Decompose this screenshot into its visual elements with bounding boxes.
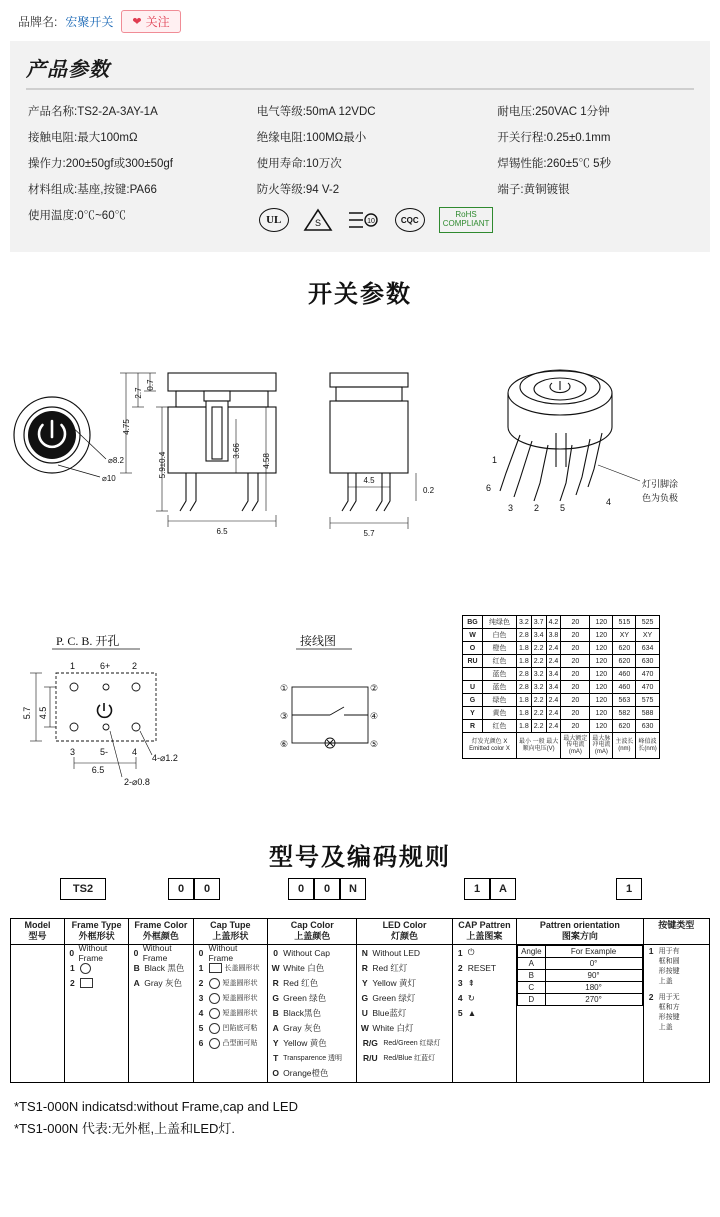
led-value: XY [613, 629, 636, 642]
param-cell [495, 202, 694, 238]
table-row [463, 629, 660, 642]
svg-text:4.58: 4.58 [262, 453, 271, 469]
table-row [518, 969, 643, 981]
svg-text:灯引脚涂: 灯引脚涂 [642, 479, 679, 489]
code-box-cap-color: 0 [314, 878, 340, 900]
table-row [463, 616, 660, 629]
table-row [463, 720, 660, 733]
list-item: 3 短盖圆形状 [198, 993, 258, 1003]
orientation-key: B [518, 969, 545, 981]
table-header-row [11, 919, 710, 945]
led-value: 460 [613, 681, 636, 694]
svg-text:S: S [314, 218, 321, 228]
led-value: 2.2 [531, 655, 546, 668]
svg-text:4: 4 [606, 497, 612, 507]
led-value: 620 [613, 642, 636, 655]
led-value: 1.8 [517, 655, 532, 668]
vde-mark-icon [347, 207, 381, 233]
footnote-zh: *TS1-000N 代表:无外框,上盖和LED灯. [14, 1120, 236, 1136]
param-cell: 焊锡性能:260±5℃ 5秒 [497, 158, 612, 170]
led-code: W [463, 629, 483, 642]
param-cell: 操作力:200±50gf或300±50gf [28, 158, 173, 170]
list-item: 2 [68, 976, 125, 991]
svg-text:3: 3 [508, 503, 514, 513]
led-value: 2.2 [531, 720, 546, 733]
svg-text:0.2: 0.2 [423, 486, 435, 495]
led-value: 3.4 [546, 668, 561, 681]
orientation-angle: 90° [545, 969, 642, 981]
table-footer-row [463, 733, 660, 759]
list-item: 5 凹陷底可粘 [198, 1023, 258, 1033]
led-value: 2.4 [546, 655, 561, 668]
led-color-name: 蓝色 [483, 668, 517, 681]
led-value: 588 [636, 707, 659, 720]
list-item: 0 Without Frame [69, 943, 108, 963]
list-item: Y Yellow 黄色 [272, 1038, 327, 1048]
table-row [518, 957, 643, 969]
led-code: R [463, 720, 483, 733]
table-row [26, 202, 694, 238]
list-item: O Orange橙色 [272, 1068, 329, 1078]
svg-text:3: 3 [70, 747, 76, 757]
led-value: 120 [590, 616, 613, 629]
param-cell: 使用温度:0℃~60℃ [28, 210, 127, 222]
param-cell: 产品名称:TS2-2A-3AY-1A [28, 106, 158, 118]
led-footer-cell: 最大脉 冲电流 (mA) [590, 733, 613, 759]
led-value: 2.2 [531, 694, 546, 707]
follow-button[interactable] [121, 10, 180, 33]
svg-text:②: ② [370, 684, 379, 694]
list-item: 1 ⏻ [457, 948, 475, 958]
cell-key-type [643, 944, 709, 1082]
led-value: 2.4 [546, 642, 561, 655]
list-item: N Without LED [361, 948, 421, 958]
table-row [26, 124, 694, 150]
svg-text:色为负极: 色为负极 [642, 493, 679, 503]
param-cell: 使用寿命:10万次 [256, 158, 342, 170]
params-title: 产品参数 [26, 53, 694, 90]
led-color-name: 橙色 [483, 642, 517, 655]
rohs-mark-icon: RoHS COMPLIANT [439, 207, 494, 233]
led-code: U [463, 681, 483, 694]
table-row [463, 668, 660, 681]
list-item: W White 白灯 [360, 1023, 414, 1033]
led-value: 20 [561, 720, 590, 733]
led-value: 525 [636, 616, 659, 629]
table-row [518, 981, 643, 993]
svg-text:5.9±0.4: 5.9±0.4 [158, 451, 167, 479]
table-row [463, 642, 660, 655]
param-cell: 端子:黄铜镀银 [497, 184, 570, 196]
list-item: R/G Red/Green 红绿灯 [362, 1038, 441, 1048]
orientation-angle: 180° [545, 981, 642, 993]
power-icon: ⏻ [467, 948, 475, 958]
list-item: 3 ⇞ [457, 977, 475, 988]
certification-row [257, 207, 494, 233]
led-footer-cell: 灯发光颜色 X Emitted color X [463, 733, 517, 759]
led-value: 120 [590, 681, 613, 694]
list-item: G Green 绿色 [272, 993, 327, 1003]
list-item: G Green 绿灯 [361, 993, 416, 1003]
led-value: 120 [590, 629, 613, 642]
list-item: U Blue蓝灯 [361, 1008, 407, 1018]
brand-label: 品牌名: [18, 15, 58, 29]
param-cell: 绝缘电阻:100MΩ最小 [256, 132, 367, 144]
orientation-angle: 0° [545, 957, 642, 969]
led-value: 1.8 [517, 707, 532, 720]
svg-text:4.5: 4.5 [38, 706, 48, 720]
led-color-name: 蓝色 [483, 681, 517, 694]
triangle-icon: ▲ [467, 1008, 477, 1018]
led-value: 20 [561, 707, 590, 720]
led-value: 20 [561, 655, 590, 668]
table-row [11, 944, 710, 1082]
param-cell: 接触电阻:最大100mΩ [28, 132, 138, 144]
led-value: 20 [561, 681, 590, 694]
orientation-angle-header: Angle [518, 945, 545, 957]
code-box-led-color: N [340, 878, 366, 900]
led-footer-cell: 峰值波 长(nm) [636, 733, 659, 759]
list-item: W White 白色 [271, 963, 325, 973]
led-value: 2.2 [531, 707, 546, 720]
col-header-cap-type: Cap Tupe 上盖形状 [193, 919, 268, 945]
svg-text:③: ③ [280, 712, 289, 722]
col-header-frame-color: Frame Color 外框颜色 [129, 919, 193, 945]
triangle-mark-icon [303, 208, 333, 232]
cqc-mark-icon: CQC [395, 208, 425, 232]
led-value: 620 [613, 655, 636, 668]
led-value: 20 [561, 694, 590, 707]
led-value: 4.2 [546, 616, 561, 629]
cell-led-color [357, 944, 452, 1082]
table-row [463, 694, 660, 707]
col-header-cap-color: Cap Color 上盖颜色 [268, 919, 357, 945]
svg-text:0.7: 0.7 [146, 379, 155, 391]
led-footer-cell: 主波长 (nm) [613, 733, 636, 759]
led-value: 575 [636, 694, 659, 707]
list-item: B Black 黑色 [133, 963, 185, 973]
code-box-cap-pattern: 1 [464, 878, 490, 900]
led-value: 2.8 [517, 629, 532, 642]
led-parameter-table [462, 615, 660, 759]
led-value: XY [636, 629, 659, 642]
svg-text:①: ① [280, 684, 289, 694]
led-value: 2.8 [517, 681, 532, 694]
svg-text:5-: 5- [100, 747, 109, 757]
param-cell [255, 202, 496, 238]
led-code: RU [463, 655, 483, 668]
table-row [26, 98, 694, 124]
arrow-up-icon: ⇞ [467, 977, 475, 988]
list-item: 1 [68, 961, 125, 976]
led-code: G [463, 694, 483, 707]
led-value: 3.4 [546, 681, 561, 694]
cell-orientation [517, 944, 644, 1082]
code-box-orientation: A [490, 878, 516, 900]
led-color-name: 红色 [483, 655, 517, 668]
orientation-key: C [518, 981, 545, 993]
led-value: 1.8 [517, 720, 532, 733]
list-item: 0 Without Frame [198, 943, 238, 963]
coding-rule-table [10, 918, 710, 1083]
heart-icon: ❤ [132, 16, 142, 28]
svg-text:4.75: 4.75 [122, 419, 131, 435]
brand-bar [0, 0, 720, 41]
led-value: 3.7 [531, 616, 546, 629]
col-header-led-color: LED Color 灯颜色 [357, 919, 452, 945]
led-code: O [463, 642, 483, 655]
led-value: 3.8 [546, 629, 561, 642]
svg-text:5.7: 5.7 [22, 706, 32, 720]
col-header-frame-type: Frame Type 外框形状 [64, 919, 128, 945]
led-footer-cell: 最小 一般 最大 顺向电压(V) [517, 733, 561, 759]
svg-text:1: 1 [492, 455, 498, 465]
svg-text:6: 6 [486, 483, 492, 493]
list-item: T Transparence 透明 [273, 1053, 343, 1063]
table-row [518, 945, 643, 957]
footnote-en: *TS1-000N indicatsd:without Frame,cap and LED [14, 1098, 298, 1114]
code-box-frame-color: 0 [194, 878, 220, 900]
list-item: R Red 红灯 [361, 963, 408, 973]
col-header-model: Model 型号 [11, 919, 65, 945]
code-boxes-row [0, 878, 720, 918]
code-box-cap-type: 0 [288, 878, 314, 900]
code-box-model: TS2 [60, 878, 106, 900]
led-value: 3.2 [531, 681, 546, 694]
led-value: 2.2 [531, 642, 546, 655]
list-item: 5 ▲ [457, 1008, 477, 1018]
led-color-name: 黄色 [483, 707, 517, 720]
param-cell: 材料组成:基座,按键:PA66 [28, 184, 157, 196]
list-item: 2 用于无 框和方 形按键 上盖 [648, 991, 680, 1031]
list-item: 4 短盖圆形状 [198, 1008, 258, 1018]
switch-drawings [0, 315, 720, 615]
coding-rule-block [0, 878, 720, 1083]
follow-label: 关注 [145, 15, 170, 29]
led-value: 515 [613, 616, 636, 629]
table-row [518, 993, 643, 1005]
brand-name-link[interactable]: 宏聚开关 [65, 15, 114, 29]
param-cell: 电气等级:50mA 12VDC [256, 106, 376, 118]
svg-text:4-⌀1.2: 4-⌀1.2 [152, 753, 178, 763]
list-item: B Black黑色 [272, 1008, 321, 1018]
list-item: A Gray 灰色 [133, 978, 182, 988]
svg-text:4.5: 4.5 [363, 476, 375, 485]
list-item: 6 凸型面可贴 [198, 1038, 258, 1048]
orientation-key: D [518, 993, 545, 1005]
svg-text:⌀8.2: ⌀8.2 [108, 456, 124, 465]
orientation-example-header: For Example [545, 945, 642, 957]
code-box-key-type: 1 [616, 878, 642, 900]
led-value: 470 [636, 668, 659, 681]
svg-text:5: 5 [560, 503, 566, 513]
led-value: 630 [636, 720, 659, 733]
led-value: 20 [561, 629, 590, 642]
svg-text:5.7: 5.7 [363, 529, 375, 538]
led-value: 120 [590, 655, 613, 668]
cell-model [11, 944, 65, 1082]
led-value: 460 [613, 668, 636, 681]
table-row [26, 150, 694, 176]
orientation-key: A [518, 957, 545, 969]
svg-text:⑥: ⑥ [280, 740, 289, 750]
led-code: Y [463, 707, 483, 720]
led-value: 2.8 [517, 668, 532, 681]
led-table [462, 615, 660, 759]
pcb-wiring-area [0, 615, 720, 815]
col-header-orientation: Pattren orientation 图案方向 [517, 919, 644, 945]
led-footer-cell: 最大额定 传电流 (mA) [561, 733, 590, 759]
led-value: 3.2 [531, 668, 546, 681]
list-item: Y Yellow 黄灯 [362, 978, 416, 988]
table-row [463, 707, 660, 720]
svg-text:6+: 6+ [100, 661, 111, 671]
led-color-name: 白色 [483, 629, 517, 642]
led-code [463, 668, 483, 681]
switch-section-title: 开关参数 [308, 281, 412, 308]
svg-text:3.66: 3.66 [232, 443, 241, 459]
product-parameters-panel [10, 41, 710, 252]
list-item: A Gray 灰色 [272, 1023, 321, 1033]
table-row [463, 681, 660, 694]
led-value: 120 [590, 720, 613, 733]
table-row [26, 176, 694, 202]
led-value: 630 [636, 655, 659, 668]
param-cell: 开关行程:0.25±0.1mm [497, 132, 611, 144]
pcb-title: P. C. B. 开孔 [56, 634, 120, 648]
led-value: 120 [590, 642, 613, 655]
svg-text:⑤: ⑤ [370, 740, 379, 750]
svg-text:1: 1 [70, 661, 76, 671]
code-box-frame-type: 0 [168, 878, 194, 900]
wiring-title: 接线图 [300, 634, 337, 648]
col-header-cap-pattern: CAP Pattren 上盖图案 [452, 919, 516, 945]
svg-text:10: 10 [366, 218, 375, 225]
list-item: R Red 红色 [272, 978, 319, 988]
list-item: 2 短盖圆形状 [198, 978, 258, 988]
svg-text:4: 4 [132, 747, 138, 757]
svg-text:2: 2 [534, 503, 540, 513]
ul-mark-icon: UL [259, 208, 289, 232]
led-value: 2.4 [546, 707, 561, 720]
col-header-key-type: 按键类型 [643, 919, 709, 945]
led-value: 20 [561, 668, 590, 681]
cell-cap-pattern [452, 944, 516, 1082]
led-value: 120 [590, 668, 613, 681]
params-table [26, 98, 694, 238]
list-item: 1 长盖圆形状 [198, 963, 260, 973]
svg-text:2.7: 2.7 [134, 387, 143, 399]
led-value: 20 [561, 642, 590, 655]
svg-text:2-⌀0.8: 2-⌀0.8 [124, 777, 150, 787]
coding-section-title: 型号及编码规则 [269, 844, 451, 871]
led-value: 582 [613, 707, 636, 720]
led-value: 1.8 [517, 642, 532, 655]
led-color-name: 红色 [483, 720, 517, 733]
led-value: 470 [636, 681, 659, 694]
led-value: 1.8 [517, 694, 532, 707]
led-value: 2.4 [546, 694, 561, 707]
led-value: 3.2 [517, 616, 532, 629]
cell-frame-color [129, 944, 193, 1082]
led-value: 634 [636, 642, 659, 655]
led-value: 120 [590, 694, 613, 707]
led-color-name: 纯绿色 [483, 616, 517, 629]
led-value: 20 [561, 616, 590, 629]
list-item: R/U Red/Blue 红蓝灯 [363, 1053, 436, 1063]
led-color-name: 绿色 [483, 694, 517, 707]
svg-text:⌀10: ⌀10 [102, 474, 116, 483]
param-cell: 耐电压:250VAC 1分钟 [497, 106, 610, 118]
led-code: BG [463, 616, 483, 629]
list-item: 1 用于有 框和圆 形按键 上盖 [648, 945, 680, 985]
cell-frame-type [64, 944, 128, 1082]
footnotes [14, 1099, 710, 1137]
led-value: 3.4 [531, 629, 546, 642]
param-cell: 防火等级:94 V-2 [256, 184, 340, 196]
cell-cap-type [193, 944, 268, 1082]
list-item: 2 RESET [457, 963, 497, 973]
table-row [463, 655, 660, 668]
svg-text:6.5: 6.5 [216, 527, 228, 536]
svg-text:6.5: 6.5 [91, 765, 105, 775]
led-value: 120 [590, 707, 613, 720]
list-item: 0 Without Frame [133, 943, 172, 963]
led-value: 563 [613, 694, 636, 707]
svg-text:2: 2 [132, 661, 138, 671]
loop-icon: ↻ [467, 992, 475, 1003]
led-value: 620 [613, 720, 636, 733]
orientation-angle: 270° [545, 993, 642, 1005]
svg-text:④: ④ [370, 712, 379, 722]
list-item: 4 ↻ [457, 992, 475, 1003]
cell-cap-color [268, 944, 357, 1082]
list-item: 0 Without Cap [273, 948, 330, 958]
led-value: 2.4 [546, 720, 561, 733]
